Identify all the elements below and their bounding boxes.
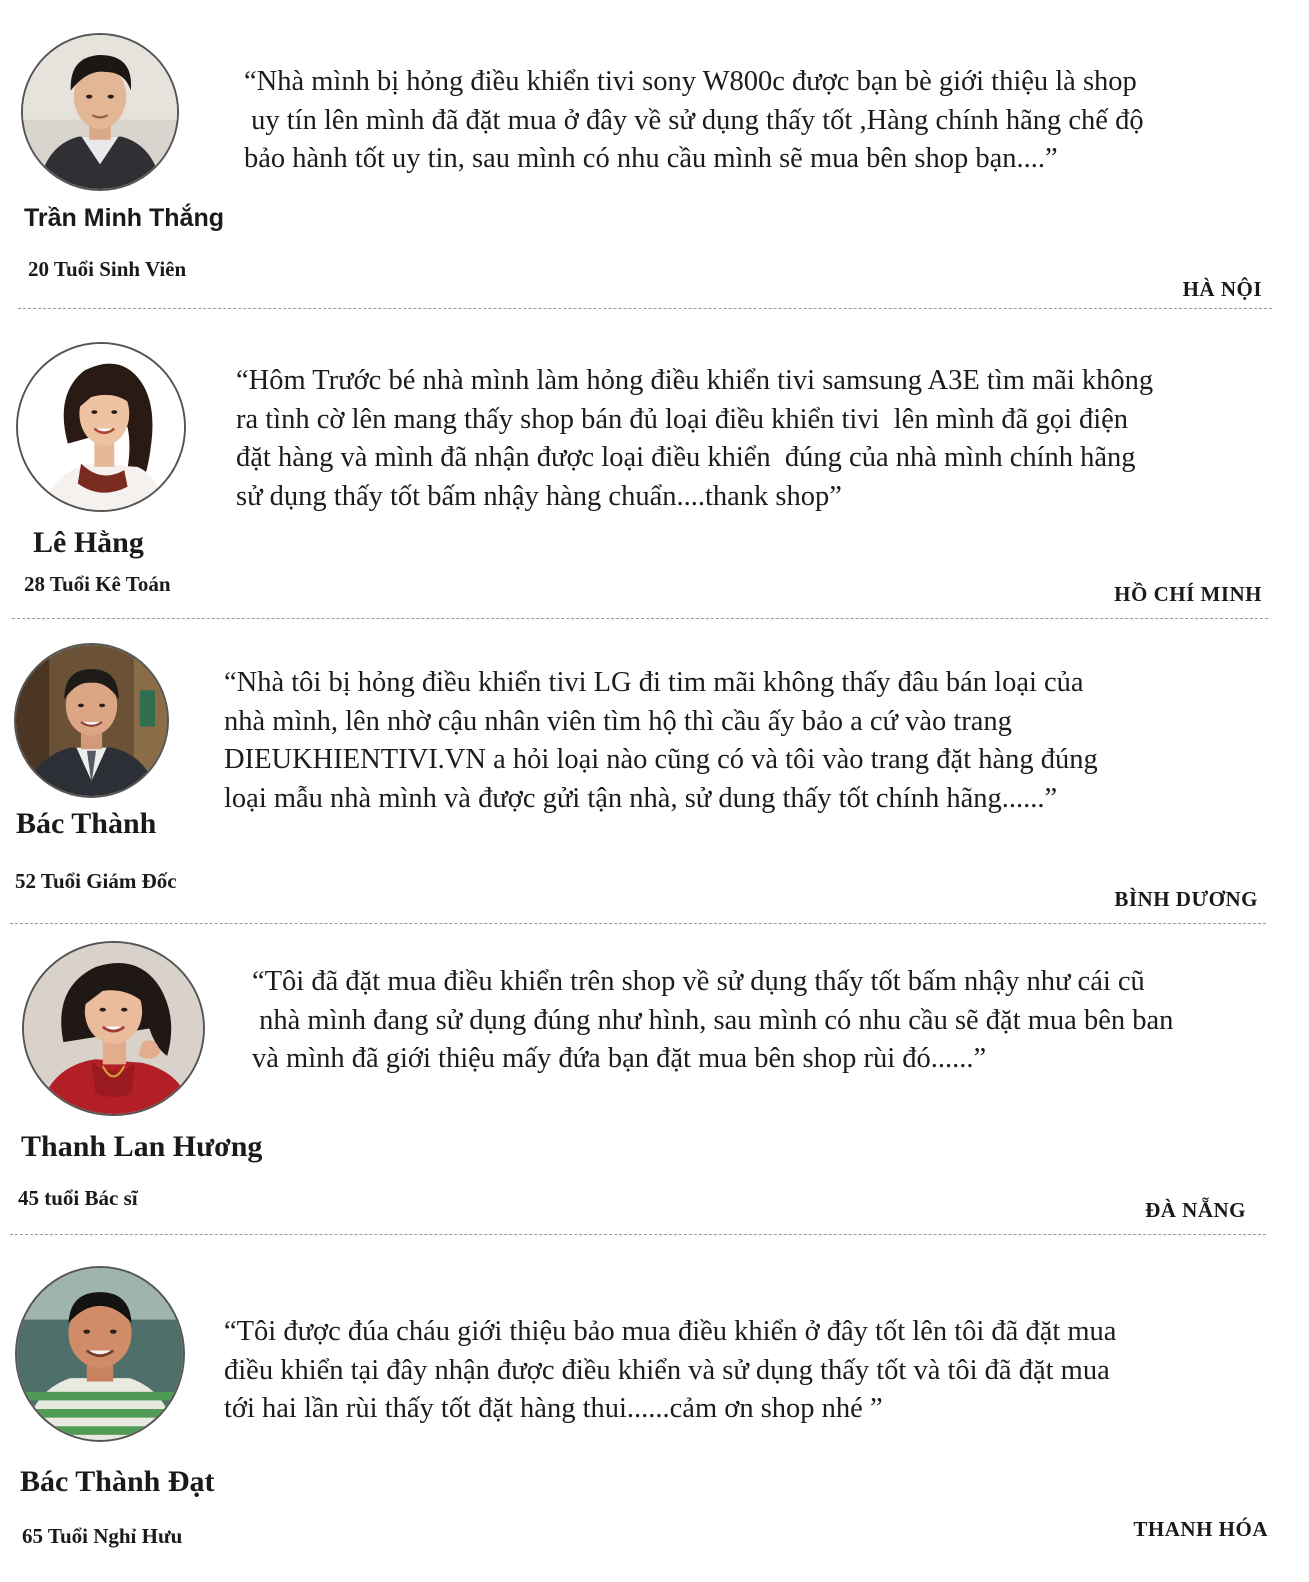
quote-line: đặt hàng và mình đã nhận được loại điều khiển đúng của nhà mình chính hãng xyxy=(236,442,1136,473)
quote-line: “Nhà tôi bị hỏng điều khiển tivi LG đi tim mãi không thấy đâu bán loại của xyxy=(224,667,1084,698)
reviewer-meta: 20 Tuổi Sinh Viên xyxy=(28,257,187,281)
reviewer-name: Thanh Lan Hương xyxy=(21,1130,263,1163)
quote-line: sử dụng thấy tốt bấm nhậy hàng chuẩn....thank shop” xyxy=(236,480,842,512)
reviewer-name: Lê Hằng xyxy=(33,526,144,559)
quote-line: “Nhà mình bị hỏng điều khiển tivi sony W800c được bạn bè giới thiệu là shop xyxy=(244,66,1137,97)
quote-line: uy tín lên mình đã đặt mua ở đây về sử dụng thấy tốt ,Hàng chính hãng chế độ xyxy=(244,104,1144,136)
quote-line: loại mẫu nhà mình và được gửi tận nhà, sử dung thấy tốt chính hãng......” xyxy=(224,782,1058,814)
reviewer-name: Bác Thành xyxy=(16,807,157,840)
quote-line: nhà mình, lên nhờ cậu nhân viên tìm hộ thì cầu ấy bảo a cứ vào trang xyxy=(224,705,1012,737)
testimonial-quote xyxy=(224,1313,1116,1429)
reviewer-city: HỒ CHÍ MINH xyxy=(1114,582,1262,606)
quote-line: bảo hành tốt uy tin, sau mình có nhu cầu mình sẽ mua bên shop bạn....” xyxy=(244,143,1058,174)
reviewer-meta: 65 Tuổi Nghỉ Hưu xyxy=(22,1524,183,1548)
reviewer-city: BÌNH DƯƠNG xyxy=(1114,887,1258,911)
reviewer-meta: 45 tuổi Bác sĩ xyxy=(18,1186,138,1210)
quote-line: ra tình cờ lên mang thấy shop bán đủ loại điều khiển tivi lên mình đã gọi điện xyxy=(236,403,1129,435)
quote-line: điều khiển tại đây nhận được điều khiển và sử dụng thấy tốt và tôi đã đặt mua xyxy=(224,1354,1110,1386)
quote-line: “Tôi được đúa cháu giới thiệu bảo mua điều khiển ở đây tốt lên tôi đã đặt mua xyxy=(224,1316,1117,1347)
reviewer-city: ĐÀ NẴNG xyxy=(1145,1198,1246,1222)
quote-line: DIEUKHIENTIVI.VN a hỏi loại nào cũng có và tôi vào trang đặt hàng đúng xyxy=(224,744,1098,775)
quote-line: và mình đã giới thiệu mấy đứa bạn đặt mua bên shop rùi đó......” xyxy=(252,1043,987,1074)
reviewer-name: Trần Minh Thắng xyxy=(24,204,224,232)
quote-line: “Hôm Trước bé nhà mình làm hỏng điều khiển tivi samsung A3E tìm mãi không xyxy=(236,365,1154,396)
quote-line: nhà mình đang sử dụng đúng như hình, sau mình có nhu cầu sẽ đặt mua bên ban xyxy=(252,1004,1174,1036)
reviewer-city: HÀ NỘI xyxy=(1182,277,1262,301)
reviewer-meta: 28 Tuổi Kê Toán xyxy=(24,572,171,596)
quote-line: tới hai lần rùi thấy tốt đặt hàng thui......cảm ơn shop nhé ” xyxy=(224,1393,883,1424)
quote-line: “Tôi đã đặt mua điều khiển trên shop về sử dụng thấy tốt bấm nhậy như cái cũ xyxy=(252,966,1145,997)
elderly-man-striped-shirt-portrait-icon xyxy=(15,1266,185,1442)
reviewer-meta: 52 Tuổi Giám Đốc xyxy=(15,869,177,893)
reviewer-city: THANH HÓA xyxy=(1133,1517,1268,1541)
reviewer-name: Bác Thành Đạt xyxy=(20,1465,215,1498)
